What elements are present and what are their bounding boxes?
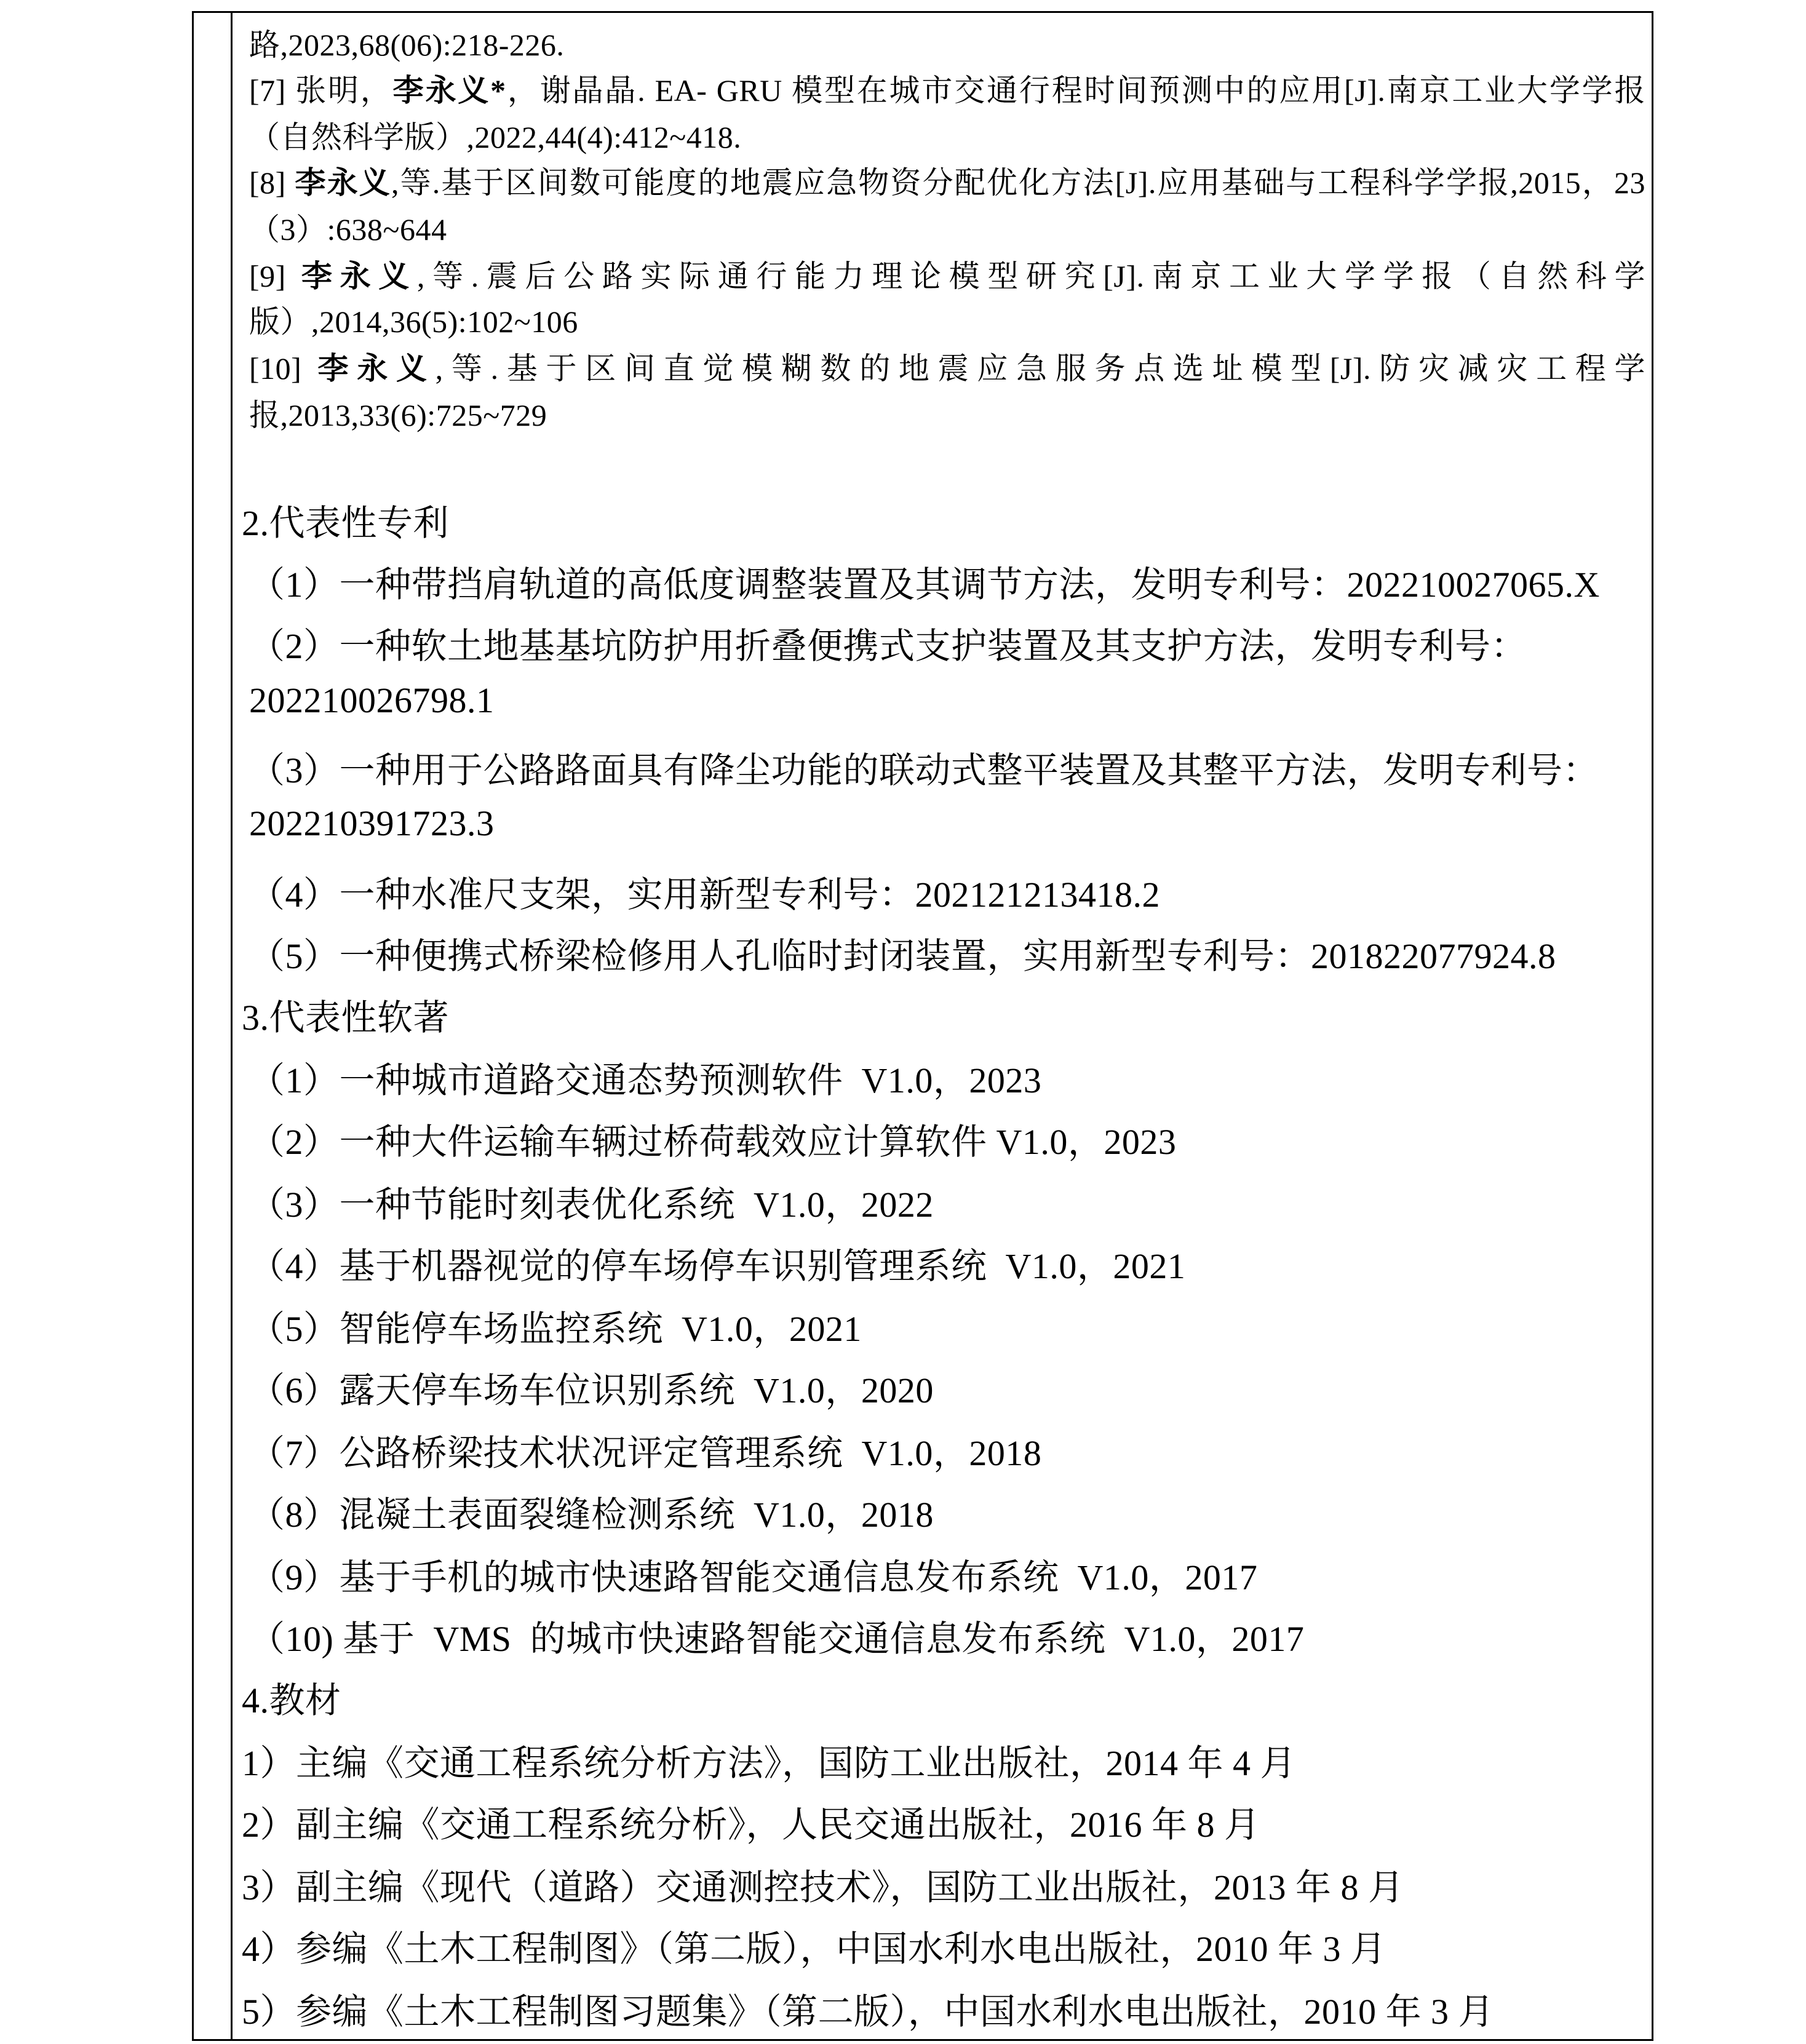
column-divider: [231, 13, 233, 2039]
patents-heading: 2.代表性专利: [242, 503, 450, 543]
record-table: [192, 11, 1653, 2041]
software-item: （10) 基于 VMS 的城市快速路智能交通信息发布系统 V1.0，2017: [249, 1619, 1305, 1659]
software-item: （1）一种城市道路交通态势预测软件 V1.0，2023: [249, 1060, 1042, 1100]
patent-item-cont: 202210391723.3: [249, 803, 495, 843]
ref-9-author: 李永义: [301, 259, 417, 293]
ref-7: [249, 66, 1645, 110]
patent-item: （4）一种水准尺支架，实用新型专利号：202121213418.2: [249, 875, 1161, 915]
ref-8-number: [8]: [249, 165, 286, 200]
software-heading: 3.代表性软著: [242, 998, 450, 1038]
ref-9-cont: 版）,2014,36(5):102~106: [249, 304, 578, 339]
patent-item: （2）一种软土地基基坑防护用折叠便携式支护装置及其支护方法，发明专利号：: [249, 626, 1527, 666]
software-item: （4）基于机器视觉的停车场停车识别管理系统 V1.0，2021: [249, 1246, 1186, 1286]
textbook-item: 4）参编《土木工程制图》（第二版），中国水利水电出版社，2010 年 3 月: [242, 1929, 1386, 1969]
ref-9: [249, 252, 1645, 296]
software-item: （8）混凝土表面裂缝检测系统 V1.0，2018: [249, 1495, 934, 1535]
ref-8-rest: ,等.基于区间数可能度的地震应急物资分配优化方法[J].应用基础与工程科学学报,2015，23: [391, 165, 1646, 200]
patent-item-cont: 202210026798.1: [249, 680, 495, 720]
ref-10: [249, 344, 1645, 388]
ref-7-rest: ，谢晶晶. EA- GRU 模型在城市交通行程时间预测中的应用[J].南京工业大学学报: [506, 73, 1646, 108]
textbook-item: 3）副主编《现代（道路）交通测控技术》，国防工业出版社，2013 年 8 月: [242, 1867, 1404, 1907]
software-item: （6）露天停车场车位识别系统 V1.0，2020: [249, 1370, 934, 1410]
ref-9-number: [9]: [249, 259, 286, 293]
ref-7-pre: 张明，: [295, 73, 393, 108]
software-item: （3）一种节能时刻表优化系统 V1.0，2022: [249, 1185, 934, 1225]
ref-7-author: 李永义*: [392, 73, 506, 108]
textbook-item: 2）副主编《交通工程系统分析》，人民交通出版社，2016 年 8 月: [242, 1805, 1260, 1845]
patent-item: （5）一种便携式桥梁检修用人孔临时封闭装置，实用新型专利号：201822077924.8: [249, 936, 1556, 976]
ref-10-number: [10]: [249, 351, 302, 386]
ref-8-cont: （3）:638~644: [249, 212, 447, 247]
patent-item: （1）一种带挡肩轨道的高低度调整装置及其调节方法，发明专利号：202210027065.X: [249, 565, 1600, 605]
ref-10-cont: 报,2013,33(6):725~729: [249, 398, 547, 432]
ref-10-author: 李永义: [317, 351, 436, 386]
ref-8-author: 李永义: [295, 165, 391, 200]
ref-9-rest: ,等.震后公路实际通行能力理论模型研究[J].南京工业大学学报（自然科学: [416, 259, 1645, 293]
textbook-item: 1）主编《交通工程系统分析方法》，国防工业出版社，2014 年 4 月: [242, 1743, 1297, 1783]
ref-8: [249, 158, 1645, 202]
patent-item: （3）一种用于公路路面具有降尘功能的联动式整平装置及其整平方法，发明专利号：: [249, 750, 1599, 790]
textbooks-heading: 4.教材: [242, 1680, 341, 1720]
software-item: （5）智能停车场监控系统 V1.0，2021: [249, 1309, 862, 1349]
software-item: （7）公路桥梁技术状况评定管理系统 V1.0，2018: [249, 1433, 1042, 1473]
software-item: （9）基于手机的城市快速路智能交通信息发布系统 V1.0，2017: [249, 1557, 1258, 1597]
software-item: （2）一种大件运输车辆过桥荷载效应计算软件 V1.0，2023: [249, 1122, 1177, 1162]
ref-6-tail: 路,2023,68(06):218-226.: [249, 28, 565, 62]
ref-7-number: [7]: [249, 73, 286, 108]
textbook-item: 5）参编《土木工程制图习题集》（第二版），中国水利水电出版社，2010 年 3 月: [242, 1992, 1495, 2032]
ref-10-rest: ,等.基于区间直觉模糊数的地震应急服务点选址模型[J].防灾减灾工程学: [435, 351, 1646, 386]
ref-7-cont: （自然科学版）,2022,44(4):412~418.: [249, 120, 742, 154]
content-cell: [238, 13, 1646, 2039]
